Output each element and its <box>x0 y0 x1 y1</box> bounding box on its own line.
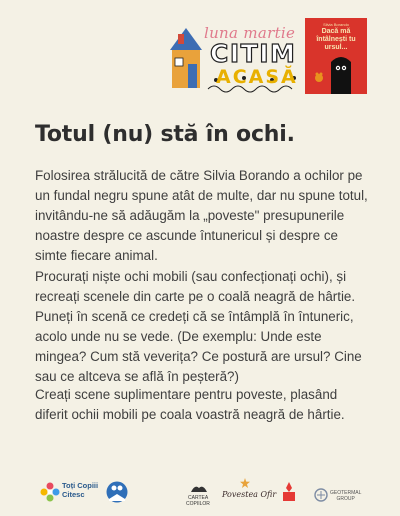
star-icon <box>240 478 250 488</box>
bear-illustration-icon <box>305 48 367 94</box>
tcc-logo-text <box>62 481 98 499</box>
paragraph-extra: Creați scene suplimentare pentru poveste, plasând diferit ochii mobili pe coala voastră neagră de hârtie. <box>35 387 345 422</box>
paragraph-activity: Procurați niște ochi mobili (sau confecționați ochi), și recreați scenele din carte pe o coală neagră de hârtie. Puneți în scenă ce credeți că se întâmplă în întuneric, acolo unde nu se vede. (De exemplu: Unde este mingea? Cum stă veverița? Ce postură are ursul? Cine sau ce altceva se află în peșteră?) <box>35 269 362 384</box>
cartea-line2: COPIILOR <box>186 501 210 507</box>
campaign-line1: luna martie <box>204 24 296 42</box>
readers-logo-icon <box>106 481 128 505</box>
ofir-logo-text: Povestea Ofir <box>222 490 277 499</box>
book-cover <box>305 18 367 94</box>
campaign-logo <box>168 14 304 96</box>
geo-line1: GEOTERMAL <box>330 490 362 496</box>
geotermal-logo-text <box>330 490 361 502</box>
page-title: Totul (nu) stă în ochi. <box>35 122 295 147</box>
geotermal-logo-icon <box>314 488 328 502</box>
tcc-line1: Toți Copiii <box>62 481 99 490</box>
publisher-logo-icon <box>280 480 298 504</box>
header-banner <box>168 14 368 96</box>
footer-sponsors <box>0 476 400 512</box>
flower-logo-icon <box>40 482 60 502</box>
book-title: Dacă mă întâlnești tu ursul... <box>316 28 356 51</box>
book-logo-icon <box>190 482 208 494</box>
geo-line2: GROUP <box>336 496 355 502</box>
tcc-line2: Citesc <box>62 490 85 499</box>
paragraph-intro: Folosirea strălucită de către Silvia Borando a ochilor pe un fundal negru spune atât de multe, dar nu spune totul, invitându-ne să adăugăm la „poveste" presupunerile noastre despre ce ascunde întunericul și despre ce simte fiecare animal. <box>35 168 368 263</box>
cartea-line1: CARTEA <box>188 495 209 501</box>
campaign-line2: CITIM <box>210 39 297 68</box>
book-author: Silvia Borando <box>323 22 349 27</box>
campaign-line3: ACASĂ <box>216 66 298 88</box>
